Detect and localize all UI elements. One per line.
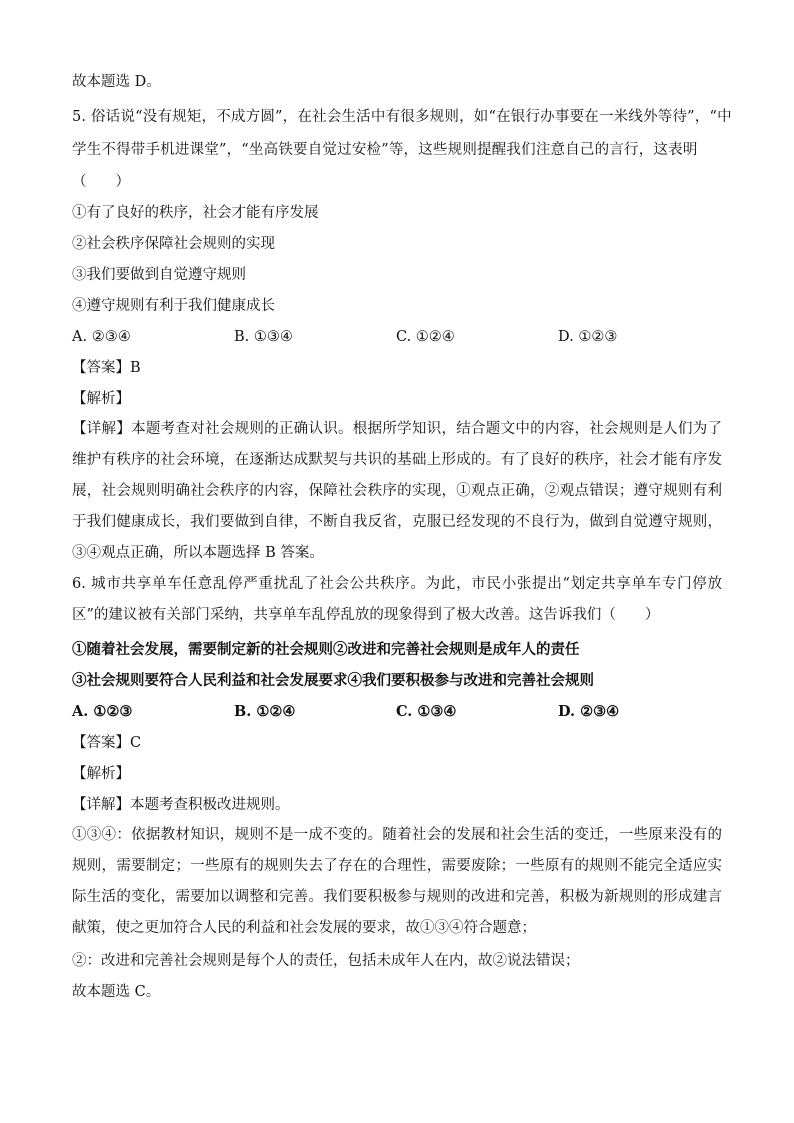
q5-detail: 【详解】本题考查对社会规则的正确认识。根据所学知识，结合题文中的内容，社会规则是人们为了维护有秩序的社会环境，在逐渐达成默契与共识的基础上形成的。有了良好的秩序，社会才能有序发展，社会规则明确社会秩序的内容，保障社会秩序的实现，①观点正确，②观点错误；遵守规则有利于我们健康成长，我们要做到自律，不断自我反省，克服已经发现的不良行为，做到自觉遵守规则，③④观点正确，所以本题选择 B 答案。: [72, 421, 722, 561]
q5-option-b: B. ①③④: [234, 329, 293, 345]
q6-detail-intro: 【详解】本题考查积极改进规则。: [72, 797, 290, 813]
q6-analysis-label: 【解析】: [72, 766, 130, 782]
q6-option-a: A. ①②③: [72, 703, 133, 720]
q5-statement-2: ②社会秩序保障社会规则的实现: [72, 236, 275, 252]
q5-stem-blank: （ ）: [72, 174, 130, 190]
q6-options: [72, 702, 722, 722]
q6-detail-paragraph-2: ②：改进和完善社会规则是每个人的责任，包括未成年人在内，故②说法错误；: [72, 953, 580, 969]
q6-option-b: B. ①②④: [234, 703, 296, 720]
q6-detail-paragraph-1: ①③④：依据教材知识，规则不是一成不变的。随着社会的发展和社会生活的变迁，一些原来没有的规则，需要制定；一些原有的规则失去了存在的合理性，需要废除；一些原有的规则不能完全适应实际生活的变化，需要加以调整和完善。我们要积极参与规则的改进和完善，积极为新规则的形成建言献策，使之更加符合人民的利益和社会发展的要求，故①③④符合题意；: [72, 827, 722, 936]
q5-stem-line-2: 学生不得带手机进课堂”，“坐高铁要自觉过安检”等，这些规则提醒我们注意自己的言行，这表明: [72, 142, 698, 158]
q5-option-a: A. ②③④: [72, 329, 131, 345]
q6-statements-line-1: ①随着社会发展，需要制定新的社会规则②改进和完善社会规则是成年人的责任: [72, 641, 580, 658]
q6-option-c: C. ①③④: [396, 703, 457, 720]
q6-answer: 【答案】C: [72, 735, 142, 751]
q5-analysis-label: 【解析】: [72, 391, 130, 407]
q5-statement-4: ④遵守规则有利于我们健康成长: [72, 298, 275, 314]
previous-conclusion: 故本题选 D。: [72, 74, 161, 90]
q6-option-d: D. ②③④: [558, 703, 620, 720]
q5-options: [72, 327, 722, 347]
q5-answer: 【答案】B: [72, 360, 141, 376]
q5-statement-1: ①有了良好的秩序，社会才能有序发展: [72, 205, 319, 221]
q5-option-c: C. ①②④: [396, 329, 455, 345]
q5-option-d: D. ①②③: [558, 329, 618, 345]
q6-stem: 6. 城市共享单车任意乱停严重扰乱了社会公共秩序。为此，市民小张提出“划定共享单车专门停放区”的建议被有关部门采纳，共享单车乱停乱放的现象得到了极大改善。这告诉我们（ ）: [72, 576, 722, 623]
q6-conclusion: 故本题选 C。: [72, 984, 161, 1000]
q5-stem-line-1: 5. 俗话说“没有规矩，不成方圆”，在社会生活中有很多规则，如“在银行办事要在一米线外等待”，“中: [72, 109, 732, 125]
q6-statements-line-2: ③社会规则要符合人民利益和社会发展要求④我们要积极参与改进和完善社会规则: [72, 672, 594, 689]
q5-statement-3: ③我们要做到自觉遵守规则: [72, 267, 246, 283]
